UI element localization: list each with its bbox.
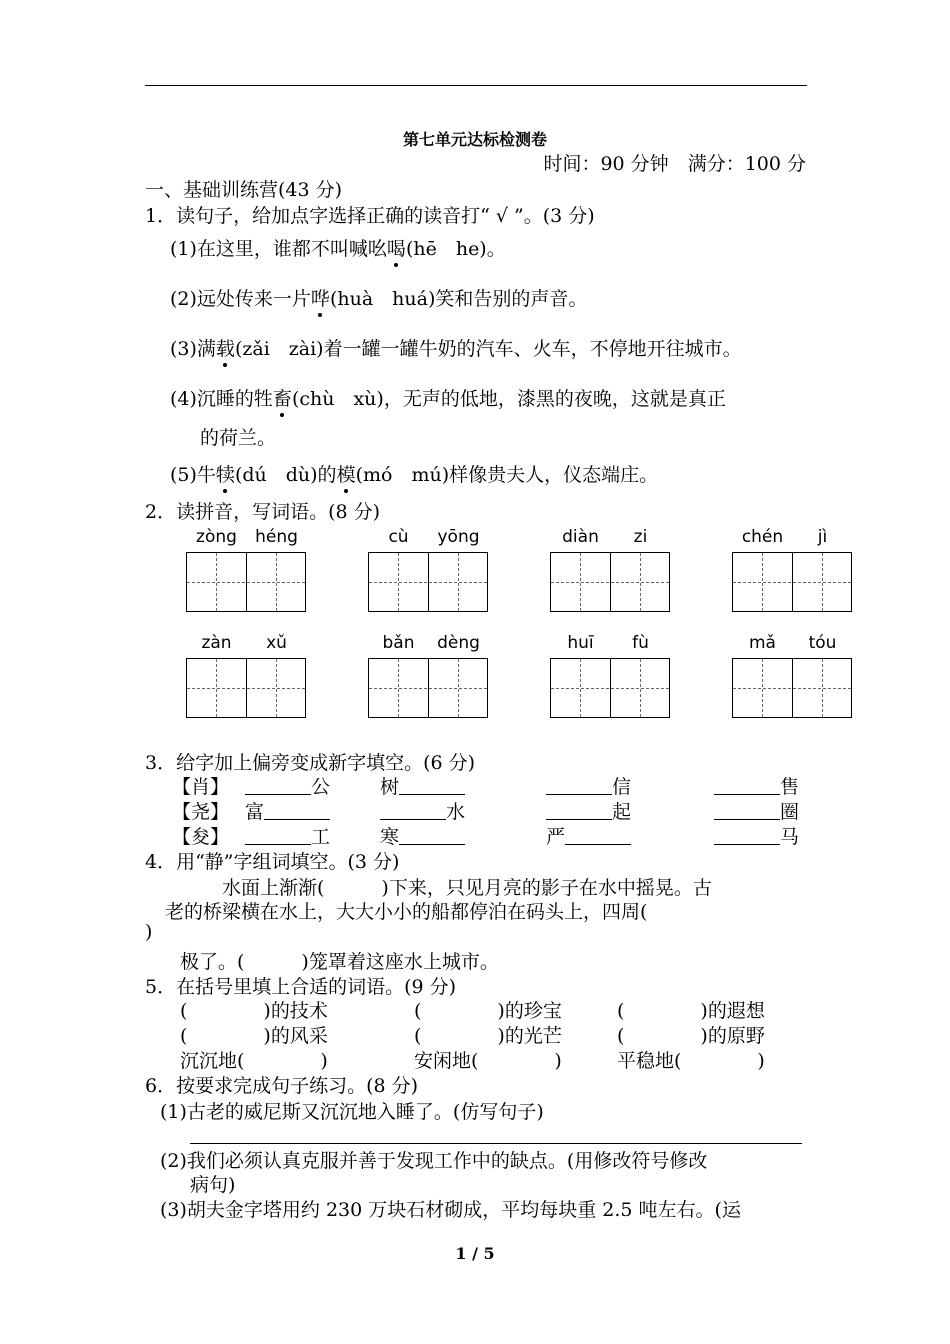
q5-heading: 5．在括号里填上合适的词语。(9 分) bbox=[145, 976, 457, 998]
pinyin: yōng bbox=[437, 527, 480, 547]
dotted-char: 喝 bbox=[386, 238, 406, 260]
q5-item: ( )的珍宝 bbox=[414, 1000, 562, 1022]
part1-heading: 一、基础训练营(43 分) bbox=[145, 179, 343, 201]
fill-blank[interactable] bbox=[245, 775, 311, 795]
pinyin: jì bbox=[817, 527, 828, 547]
q6-sentence-3: (3)胡夫金字塔用约 230 万块石材砌成，平均每块重 2.5 吨左右。(运 bbox=[160, 1199, 741, 1221]
q5-item: ( )的遐想 bbox=[617, 1000, 765, 1022]
q4-line-4: 极了。( )笼罩着这座水上城市。 bbox=[180, 951, 499, 973]
fill-blank[interactable] bbox=[399, 825, 465, 845]
q3-key: 【夋】 bbox=[172, 826, 230, 848]
pinyin: xǔ bbox=[266, 633, 287, 653]
q6-sentence-2-cont: 病句) bbox=[190, 1174, 236, 1196]
pinyin: cù bbox=[388, 527, 409, 547]
q3-item: 公 bbox=[245, 772, 330, 799]
score-label: 满分：100 分 bbox=[687, 153, 806, 175]
pinyin: mǎ bbox=[749, 633, 776, 653]
pinyin: héng bbox=[255, 527, 298, 547]
fill-blank[interactable] bbox=[714, 825, 780, 845]
q3-item: 售 bbox=[714, 772, 799, 799]
q6-heading: 6．按要求完成句子练习。(8 分) bbox=[145, 1075, 419, 1097]
fill-blank[interactable] bbox=[245, 825, 311, 845]
q3-item: 信 bbox=[546, 772, 631, 799]
q5-adv: 沉沉地( ) bbox=[180, 1050, 328, 1072]
q3-item: 富 bbox=[245, 797, 330, 824]
q1-sentence-5: (5)牛犊(dú dù)的模(mó mú)样像贵夫人，仪态端庄。 bbox=[170, 464, 659, 486]
writing-grid[interactable] bbox=[732, 658, 852, 718]
pinyin: chén bbox=[741, 527, 784, 547]
pinyin: zi bbox=[633, 527, 648, 547]
q6-sentence-2: (2)我们必须认真克服并善于发现工作中的缺点。(用修改符号修改 bbox=[160, 1150, 708, 1172]
fill-blank[interactable] bbox=[714, 775, 780, 795]
q4-heading: 4．用“静”字组词填空。(3 分) bbox=[145, 851, 400, 873]
dotted-char: 载 bbox=[215, 338, 235, 360]
dotted-char: 哗 bbox=[310, 288, 330, 310]
pinyin: dèng bbox=[437, 633, 480, 653]
q5-adv: 平稳地( ) bbox=[617, 1050, 765, 1072]
pinyin: bǎn bbox=[382, 633, 415, 653]
fill-blank[interactable] bbox=[565, 825, 631, 845]
q1-sentence-1: (1)在这里，谁都不叫喊吆喝(hē he)。 bbox=[170, 238, 506, 260]
fill-blank[interactable] bbox=[264, 800, 330, 820]
q3-item: 圈 bbox=[714, 797, 799, 824]
dotted-char: 模 bbox=[336, 464, 356, 486]
page-number: 1 / 5 bbox=[455, 1244, 495, 1263]
fill-blank[interactable] bbox=[399, 775, 465, 795]
pinyin: zòng bbox=[196, 527, 237, 547]
writing-grid[interactable] bbox=[550, 658, 670, 718]
q1-heading: 1．读句子，给加点字选择正确的读音打“ √ ”。(3 分) bbox=[145, 205, 595, 227]
q4-line-1: 水面上渐渐( )下来，只见月亮的影子在水中摇晃。古 bbox=[222, 877, 712, 899]
q3-item: 马 bbox=[714, 822, 799, 849]
q6-sentence-1: (1)古老的威尼斯又沉沉地入睡了。(仿写句子) bbox=[160, 1101, 544, 1123]
q1-sentence-4-cont: 的荷兰。 bbox=[200, 427, 277, 449]
pinyin: fù bbox=[632, 633, 649, 653]
q3-heading: 3．给字加上偏旁变成新字填空。(6 分) bbox=[145, 752, 476, 774]
answer-line[interactable] bbox=[190, 1143, 802, 1144]
time-label: 时间：90 分钟 bbox=[543, 153, 669, 175]
q3-key: 【肖】 bbox=[172, 776, 230, 798]
q5-item: ( )的光芒 bbox=[414, 1025, 562, 1047]
dotted-char: 畜 bbox=[272, 388, 292, 410]
fill-blank[interactable] bbox=[546, 775, 612, 795]
writing-grid[interactable] bbox=[186, 552, 306, 612]
q3-item: 起 bbox=[546, 797, 631, 824]
fill-blank[interactable] bbox=[380, 800, 446, 820]
q3-key: 【尧】 bbox=[172, 801, 230, 823]
fill-blank[interactable] bbox=[714, 800, 780, 820]
q5-item: ( )的原野 bbox=[617, 1025, 765, 1047]
fill-blank[interactable] bbox=[546, 800, 612, 820]
q5-item: ( )的风采 bbox=[180, 1025, 328, 1047]
pinyin: diàn bbox=[562, 527, 599, 547]
writing-grid[interactable] bbox=[368, 552, 488, 612]
q3-item: 水 bbox=[380, 797, 465, 824]
q1-sentence-3: (3)满载(zǎi zài)着一罐一罐牛奶的汽车、火车，不停地开往城市。 bbox=[170, 338, 742, 360]
pinyin: tóu bbox=[808, 633, 837, 653]
dotted-char: 犊 bbox=[215, 464, 235, 486]
q1-sentence-4: (4)沉睡的牲畜(chù xù)，无声的低地，漆黑的夜晚，这就是真正 bbox=[170, 388, 726, 410]
writing-grid[interactable] bbox=[732, 552, 852, 612]
page-title: 第七单元达标检测卷 bbox=[402, 130, 547, 149]
q4-line-2: 老的桥梁横在水上，大大小小的船都停泊在码头上，四周( bbox=[165, 901, 648, 923]
q1-sentence-2: (2)远处传来一片哗(huà huá)笑和告别的声音。 bbox=[170, 288, 588, 310]
q3-item: 严 bbox=[546, 822, 631, 849]
q3-item: 树 bbox=[380, 772, 465, 799]
q3-item: 寒 bbox=[380, 822, 465, 849]
pinyin: zàn bbox=[201, 633, 232, 653]
pinyin: huī bbox=[567, 633, 594, 653]
q5-adv: 安闲地( ) bbox=[414, 1050, 562, 1072]
q5-item: ( )的技术 bbox=[180, 1000, 328, 1022]
q2-heading: 2．读拼音，写词语。(8 分) bbox=[145, 501, 381, 523]
writing-grid[interactable] bbox=[550, 552, 670, 612]
writing-grid[interactable] bbox=[186, 658, 306, 718]
q3-item: 工 bbox=[245, 822, 330, 849]
time-score-info bbox=[543, 149, 806, 176]
q4-line-3: ) bbox=[145, 921, 153, 943]
writing-grid[interactable] bbox=[368, 658, 488, 718]
header-rule bbox=[145, 85, 807, 86]
